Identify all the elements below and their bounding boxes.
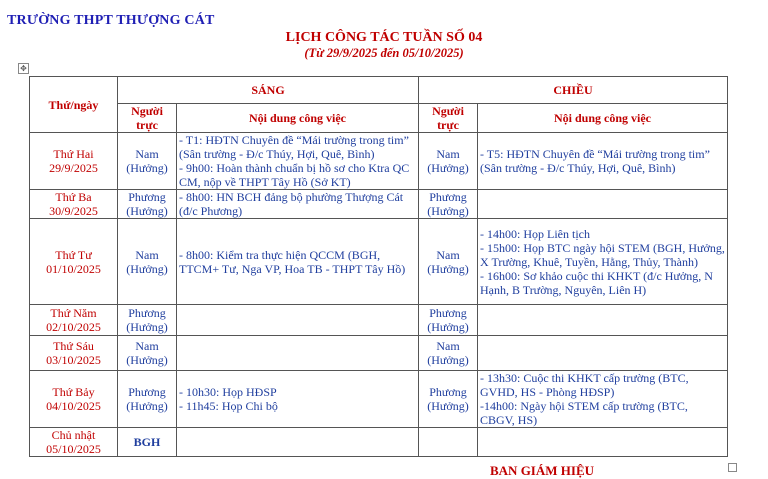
morning-content [177, 305, 419, 336]
afternoon-duty-line: Nam [436, 339, 460, 353]
morning-duty [118, 219, 177, 305]
morning-content-line: - T1: HĐTN Chuyên đề “Mái trường trong tim” (Sân trường - Đ/c Thúy, Hợi, Quê, Bình) [179, 133, 409, 161]
header-afternoon-content: Nội dung công việc [478, 104, 728, 133]
day-name: Chủ nhật [51, 428, 96, 442]
morning-duty [118, 336, 177, 371]
schedule-date-range: (Từ 29/9/2025 đến 05/10/2025) [304, 46, 464, 60]
day-cell [30, 371, 118, 428]
day-date: 30/9/2025 [49, 204, 98, 218]
day-cell [30, 133, 118, 190]
morning-duty-line: Phương [128, 190, 166, 204]
morning-duty-line: (Hưởng) [126, 204, 168, 218]
morning-duty-line: Phương [128, 385, 166, 399]
table-resize-handle[interactable] [728, 463, 737, 472]
morning-duty-line: BGH [133, 435, 161, 449]
table-row [30, 219, 728, 305]
afternoon-duty-line: Phương [429, 190, 467, 204]
table-row [30, 428, 728, 457]
day-date: 05/10/2025 [46, 442, 101, 456]
day-cell [30, 190, 118, 219]
afternoon-content [478, 336, 728, 371]
morning-duty [118, 133, 177, 190]
morning-duty [118, 190, 177, 219]
afternoon-duty-line: (Hưởng) [427, 320, 469, 334]
afternoon-duty [419, 428, 478, 457]
afternoon-duty [419, 219, 478, 305]
table-row [30, 305, 728, 336]
morning-content [177, 219, 419, 305]
morning-duty [118, 305, 177, 336]
morning-duty [118, 371, 177, 428]
afternoon-content [478, 371, 728, 428]
morning-content-line: - 8h00: HN BCH đảng bộ phường Thượng Cát [179, 190, 404, 204]
table-row [30, 371, 728, 428]
afternoon-content-line: - 16h00: Sơ khảo cuộc thi KHKT (đ/c Hưởng, N Hạnh, B Trường, Nguyên, Liên H) [480, 268, 713, 297]
table-row [30, 190, 728, 219]
morning-duty-line: (Hưởng) [126, 261, 168, 276]
day-cell [30, 336, 118, 371]
afternoon-content [478, 133, 728, 190]
day-date: 03/10/2025 [46, 353, 101, 367]
day-date: 29/9/2025 [49, 161, 98, 175]
afternoon-content [478, 219, 728, 305]
morning-content-line: - 8h00: Kiểm tra thực hiện QCCM (BGH, TTCM+ Tư, Nga VP, Hoa TB - THPT Tây Hồ) [179, 247, 406, 276]
day-date: 04/10/2025 [46, 399, 101, 413]
morning-duty-line: Nam [135, 147, 159, 161]
morning-content [177, 133, 419, 190]
afternoon-content-line: -14h00: Ngày hội STEM cấp trường (BTC, CBGV, HS) [480, 399, 688, 427]
day-cell [30, 305, 118, 336]
morning-content [177, 428, 419, 457]
table-row [30, 336, 728, 371]
morning-content [177, 190, 419, 219]
school-name: TRƯỜNG THPT THƯỢNG CÁT [7, 13, 215, 28]
day-cell [30, 428, 118, 457]
afternoon-content [478, 190, 728, 219]
afternoon-content-line: - T5: HĐTN Chuyên đề “Mái trường trong tim” (Sân trường - Đ/c Thúy, Hợi, Quê, Bình) [480, 147, 710, 175]
afternoon-duty-line: (Hưởng) [427, 399, 469, 413]
afternoon-duty-line: Nam [436, 247, 460, 262]
day-date: 02/10/2025 [46, 320, 101, 334]
header-afternoon-duty: Người trực [419, 104, 478, 133]
schedule-title: LỊCH CÔNG TÁC TUẦN SỐ 04 [285, 30, 483, 45]
morning-content-line: (đ/c Phương) [179, 204, 243, 218]
header-morning: SÁNG [118, 77, 419, 104]
morning-content [177, 371, 419, 428]
afternoon-duty-line: (Hưởng) [427, 204, 469, 218]
day-name: Thứ Năm [50, 306, 97, 320]
afternoon-duty [419, 305, 478, 336]
day-name: Thứ Sáu [53, 339, 94, 353]
afternoon-duty-line: Nam [436, 147, 460, 161]
schedule-table [29, 76, 728, 457]
day-name: Thứ Tư [55, 247, 92, 262]
morning-duty-line: (Hưởng) [126, 320, 168, 334]
afternoon-duty [419, 133, 478, 190]
morning-duty-line: (Hưởng) [126, 161, 168, 175]
morning-duty [118, 428, 177, 457]
header-morning-duty: Người trực [118, 104, 177, 133]
morning-content-line: - 10h30: Họp HĐSP [179, 385, 277, 399]
afternoon-duty [419, 371, 478, 428]
table-row [30, 133, 728, 190]
morning-duty-line: (Hưởng) [126, 353, 168, 367]
afternoon-content [478, 428, 728, 457]
day-cell [30, 219, 118, 305]
morning-duty-line: Nam [135, 339, 159, 353]
day-name: Thứ Hai [53, 147, 94, 161]
afternoon-content-line: - 14h00: Họp Liên tịch [480, 226, 590, 241]
day-name: Thứ Ba [55, 190, 92, 204]
afternoon-duty [419, 336, 478, 371]
afternoon-duty-line: Phương [429, 306, 467, 320]
afternoon-duty-line: (Hưởng) [427, 161, 469, 175]
afternoon-content-line: - 13h30: Cuộc thi KHKT cấp trường (BTC, GVHD, HS - Phòng HĐSP) [480, 371, 689, 399]
morning-duty-line: (Hưởng) [126, 399, 168, 413]
afternoon-duty-line: (Hưởng) [427, 353, 469, 367]
morning-duty-line: Nam [135, 247, 159, 262]
afternoon-duty [419, 190, 478, 219]
afternoon-duty-line: (Hưởng) [427, 261, 469, 276]
morning-duty-line: Phương [128, 306, 166, 320]
afternoon-duty-line: Phương [429, 385, 467, 399]
morning-content [177, 336, 419, 371]
morning-content-line: - 9h00: Hoàn thành chuẩn bị hồ sơ cho Ktra QC CM, nộp về THPT Tây Hồ (Sở KT) [179, 161, 410, 189]
morning-content-line: - 11h45: Họp Chi bộ [179, 399, 278, 413]
footer-board-title: BAN GIÁM HIỆU [490, 463, 595, 478]
day-name: Thứ Bảy [52, 385, 95, 399]
header-afternoon: CHIỀU [419, 77, 728, 104]
header-day: Thứ/ngày [30, 77, 118, 133]
table-move-handle-icon[interactable]: ✥ [18, 63, 29, 74]
header-morning-content: Nội dung công việc [177, 104, 419, 133]
day-date: 01/10/2025 [46, 261, 101, 276]
afternoon-content-line: - 15h00: Họp BTC ngày hội STEM (BGH, Hưởng, X Trường, Khuê, Tuyền, Hằng, Thủy, Thành) [480, 240, 725, 269]
afternoon-content [478, 305, 728, 336]
